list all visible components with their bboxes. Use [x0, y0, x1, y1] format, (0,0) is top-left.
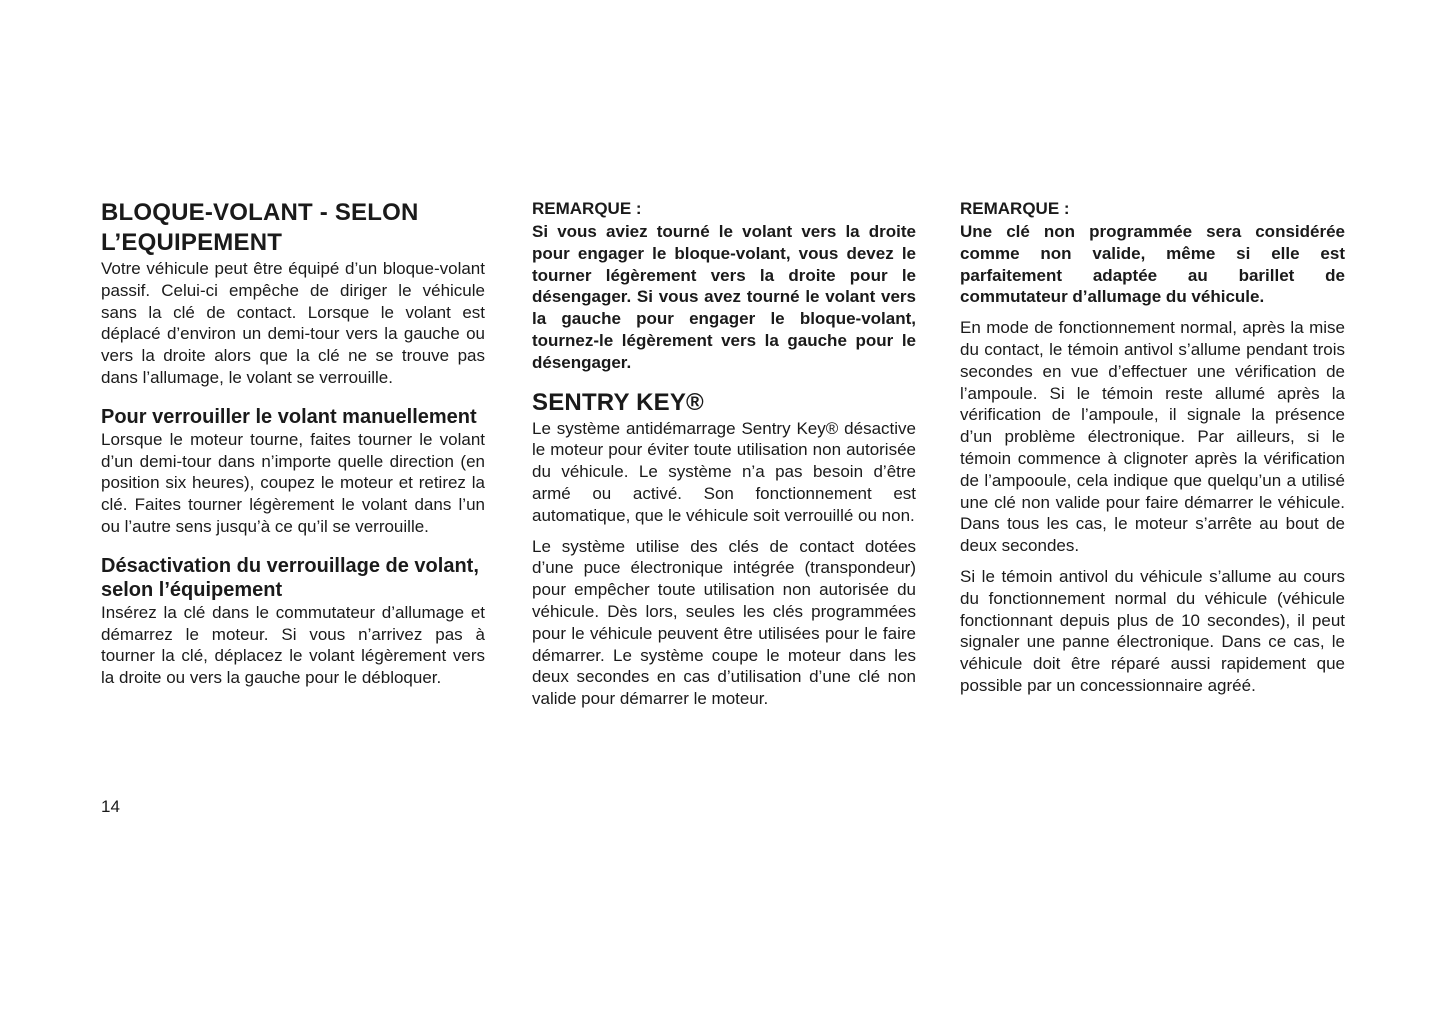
note-text: Si vous aviez tourné le volant vers la droite pour engager le bloque-volant, vous devez le tourner légèrement vers la droite pour le désengager. Si vous avez tourné le volant vers la gauche pour engager le bloque-volant, tournez-le légèrement vers la gauche pour le désengager.	[532, 222, 916, 372]
note-label: REMARQUE :	[960, 199, 1070, 218]
unlock-text: Insérez la clé dans le commutateur d’allumage et démarrez le moteur. Si vous n’arrivez pas à tourner la clé, déplacez le volant légèrement vers la droite ou vers la gauche pour le débloquer.	[101, 602, 485, 688]
unlock-heading: Désactivation du verrouillage de volant, selon l’équipement	[101, 554, 479, 601]
column-right	[960, 198, 1345, 697]
steering-lock-title: BLOQUE-VOLANT - SELON L’EQUIPEMENT	[101, 199, 419, 256]
sentry-key-title: SENTRY KEY®	[532, 388, 704, 416]
note-text: Une clé non programmée sera considérée comme non valide, même si elle est parfaitement adaptée au barillet de commutateur d’allumage du véhicule.	[960, 222, 1345, 307]
manual-lock-text: Lorsque le moteur tourne, faites tourner le volant d’un demi-tour dans n’importe quelle direction (en position six heures), coupez le moteur et retirez la clé. Faites tourner légèrement le volant dans l’un ou l’autre sens jusqu’à ce qu’il se verrouille.	[101, 429, 485, 536]
column-middle	[532, 198, 916, 710]
sentry-key-paragraph-2: Le système utilise des clés de contact dotées d’une puce électronique intégrée (transpondeur) pour empêcher toute utilisation non autorisée du véhicule. Dès lors, seules les clés programmées pour le véhicule peuvent être utilisées pour le faire démarrer. Le système coupe le moteur dans les deux secondes en cas d’utilisation d’une clé non valide pour démarrer le moteur.	[532, 536, 916, 709]
column-left	[101, 198, 485, 689]
manual-lock-heading: Pour verrouiller le volant manuellement	[101, 405, 477, 428]
warning-light-paragraph-2: Si le témoin antivol du véhicule s’allume au cours du fonctionnement normal du véhicule (véhicule fonctionnant depuis plus de 10 secondes), il peut signaler une panne électronique. Dans ce cas, le véhicule doit être réparé aussi rapidement que possible par un concessionnaire agréé.	[960, 566, 1345, 695]
note-label: REMARQUE :	[532, 199, 642, 218]
sentry-key-paragraph-1: Le système antidémarrage Sentry Key® désactive le moteur pour éviter toute utilisation non autorisée du véhicule. Le système n’a pas besoin d’être armé ou activé. Son fonctionnement est automatique, que le véhicule soit verrouillé ou non.	[532, 418, 916, 525]
warning-light-paragraph-1: En mode de fonctionnement normal, après la mise du contact, le témoin antivol s’allume pendant trois secondes en vue d’effectuer une vérification de l’ampoule. Si le témoin reste allumé après la vérification de l’ampoule, il signale la présence d’un problème électronique. Par ailleurs, si le témoin commence à clignoter après la vérification de l’ampooule, cela indique que quelqu’un a utilisé une clé non valide pour faire démarrer le véhicule. Dans tous les cas, le moteur s’arrête au bout de deux secondes.	[960, 318, 1345, 556]
steering-lock-intro: Votre véhicule peut être équipé d’un bloque-volant passif. Celui-ci empêche de diriger le véhicule sans la clé de contact. Lorsque le volant est déplacé d’environ un demi-tour vers la gauche ou vers la droite alors que la clé ne se trouve pas dans l’allumage, le volant se verrouille.	[101, 259, 485, 387]
page-number: 14	[101, 797, 120, 816]
